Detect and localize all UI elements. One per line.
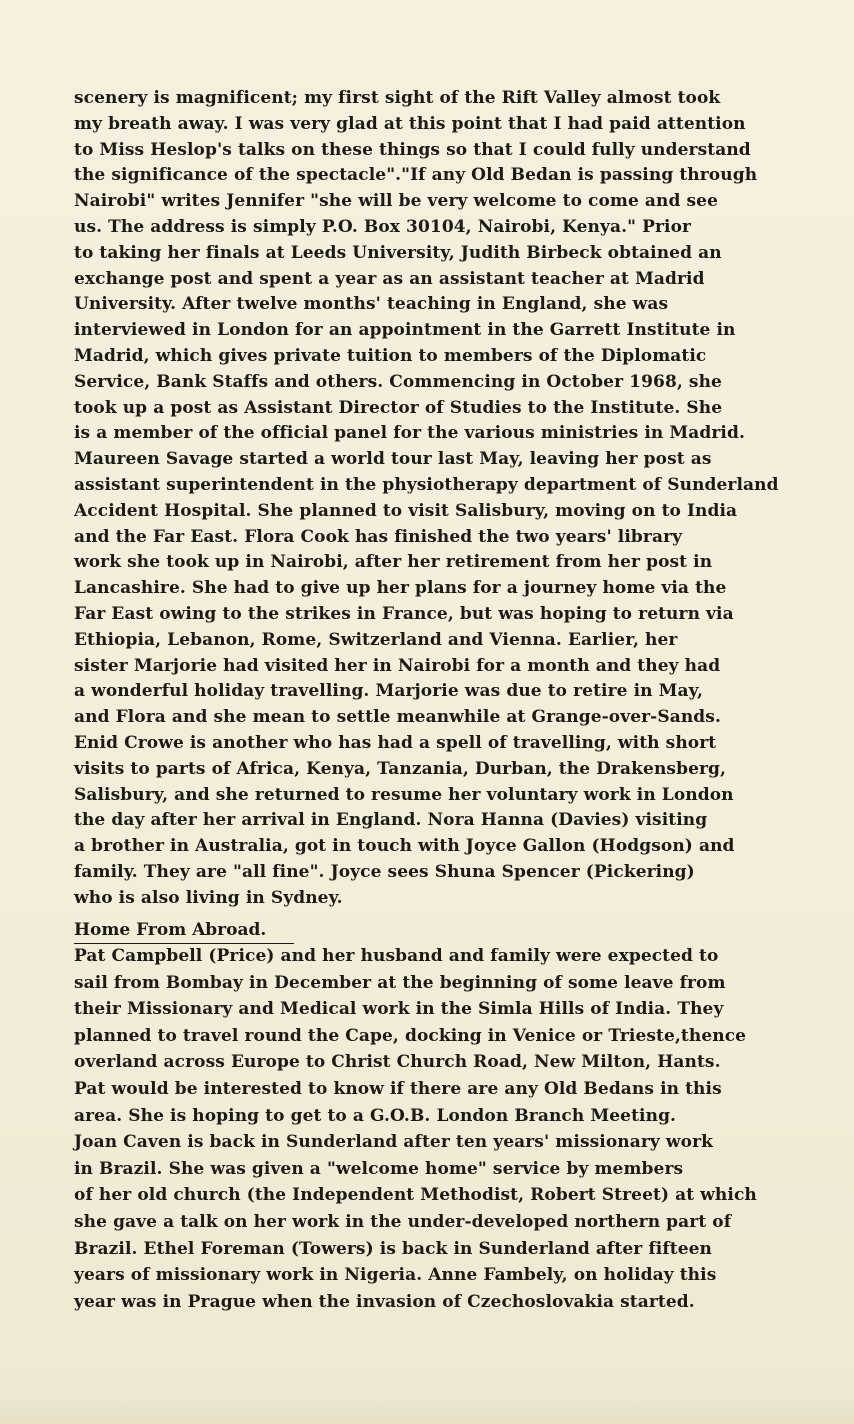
text-line: Madrid, which gives private tuition to members of the Diplomatic — [74, 345, 707, 366]
text-line: scenery is magnificent; my first sight of the Rift Valley almost took — [74, 88, 721, 108]
text-line: Enid Crowe is another who has had a spell of travelling, with short — [74, 732, 717, 753]
text-line: their Missionary and Medical work in the Simla Hills of India. They — [74, 999, 724, 1020]
text-line: Accident Hospital. She planned to visit Salisbury, moving on to India — [74, 500, 738, 521]
text-line: planned to travel round the Cape, docking in Venice or Trieste,thence — [74, 1025, 747, 1046]
text-line: Joan Caven is back in Sunderland after ten years' missionary work — [74, 1132, 714, 1153]
text-line: family. They are "all fine". Joyce sees Shuna Spencer (Pickering) — [74, 861, 695, 882]
text-line: to Miss Heslop's talks on these things so that I could fully understand — [74, 139, 751, 160]
section-heading: Home From Abroad. — [74, 918, 294, 944]
text-line: Ethiopia, Lebanon, Rome, Switzerland and Vienna. Earlier, her — [74, 629, 678, 650]
page-edge-shading — [0, 1392, 854, 1424]
text-line: exchange post and spent a year as an assistant teacher at Madrid — [74, 268, 705, 289]
text-line: year was in Prague when the invasion of Czechoslovakia started. — [74, 1291, 695, 1312]
text-line: interviewed in London for an appointment in the Garrett Institute in — [74, 320, 736, 341]
text-line: to taking her finals at Leeds University, Judith Birbeck obtained an — [74, 242, 722, 263]
paragraph-home-from-abroad — [74, 943, 794, 1315]
text-line: the significance of the spectacle"."If any Old Bedan is passing through — [74, 165, 758, 186]
text-line: Pat would be interested to know if there are any Old Bedans in this — [74, 1078, 722, 1099]
text-line: Nairobi" writes Jennifer "she will be very welcome to come and see — [74, 191, 719, 212]
text-line: Far East owing to the strikes in France, but was hoping to return via — [74, 603, 734, 624]
paragraph-travel-news — [74, 86, 794, 912]
text-line: years of missionary work in Nigeria. Anne Fambely, on holiday this — [74, 1265, 717, 1286]
text-line: of her old church (the Independent Methodist, Robert Street) at which — [74, 1185, 757, 1206]
text-line: is a member of the official panel for the various ministries in Madrid. — [74, 423, 745, 444]
text-line: assistant superintendent in the physiotherapy department of Sunderland — [74, 474, 779, 495]
text-line: overland across Europe to Christ Church Road, New Milton, Hants. — [74, 1052, 721, 1073]
text-line: area. She is hoping to get to a G.O.B. London Branch Meeting. — [74, 1105, 677, 1126]
text-line: Lancashire. She had to give up her plans for a journey home via the — [74, 578, 727, 599]
text-line: work she took up in Nairobi, after her retirement from her post in — [74, 552, 713, 573]
text-line: she gave a talk on her work in the under-developed northern part of — [74, 1211, 732, 1232]
text-line: visits to parts of Africa, Kenya, Tanzania, Durban, the Drakensberg, — [74, 758, 727, 779]
text-line: who is also living in Sydney. — [74, 887, 343, 908]
text-line: a brother in Australia, got in touch with Joyce Gallon (Hodgson) and — [74, 836, 735, 857]
text-line: took up a post as Assistant Director of Studies to the Institute. She — [74, 397, 723, 418]
text-line: Maureen Savage started a world tour last May, leaving her post as — [74, 449, 712, 470]
text-line: in Brazil. She was given a "welcome home" service by members — [74, 1158, 684, 1179]
text-line: us. The address is simply P.O. Box 30104, Nairobi, Kenya." Prior — [74, 216, 692, 237]
text-line: Brazil. Ethel Foreman (Towers) is back in Sunderland after fifteen — [74, 1238, 712, 1259]
text-line: the day after her arrival in England. Nora Hanna (Davies) visiting — [74, 810, 708, 831]
text-line: Salisbury, and she returned to resume her voluntary work in London — [74, 784, 734, 805]
text-line: University. After twelve months' teaching in England, she was — [74, 294, 669, 315]
text-line: sail from Bombay in December at the beginning of some leave from — [74, 972, 726, 993]
text-line: and the Far East. Flora Cook has finished the two years' library — [74, 526, 683, 547]
text-line: and Flora and she mean to settle meanwhile at Grange-over-Sands. — [74, 707, 721, 728]
text-line: Pat Campbell (Price) and her husband and family were expected to — [74, 946, 719, 966]
text-line: Service, Bank Staffs and others. Commencing in October 1968, she — [74, 371, 722, 392]
text-line: my breath away. I was very glad at this point that I had paid attention — [74, 113, 746, 134]
text-line: sister Marjorie had visited her in Nairobi for a month and they had — [74, 655, 721, 676]
text-line: a wonderful holiday travelling. Marjorie was due to retire in May, — [74, 681, 704, 702]
